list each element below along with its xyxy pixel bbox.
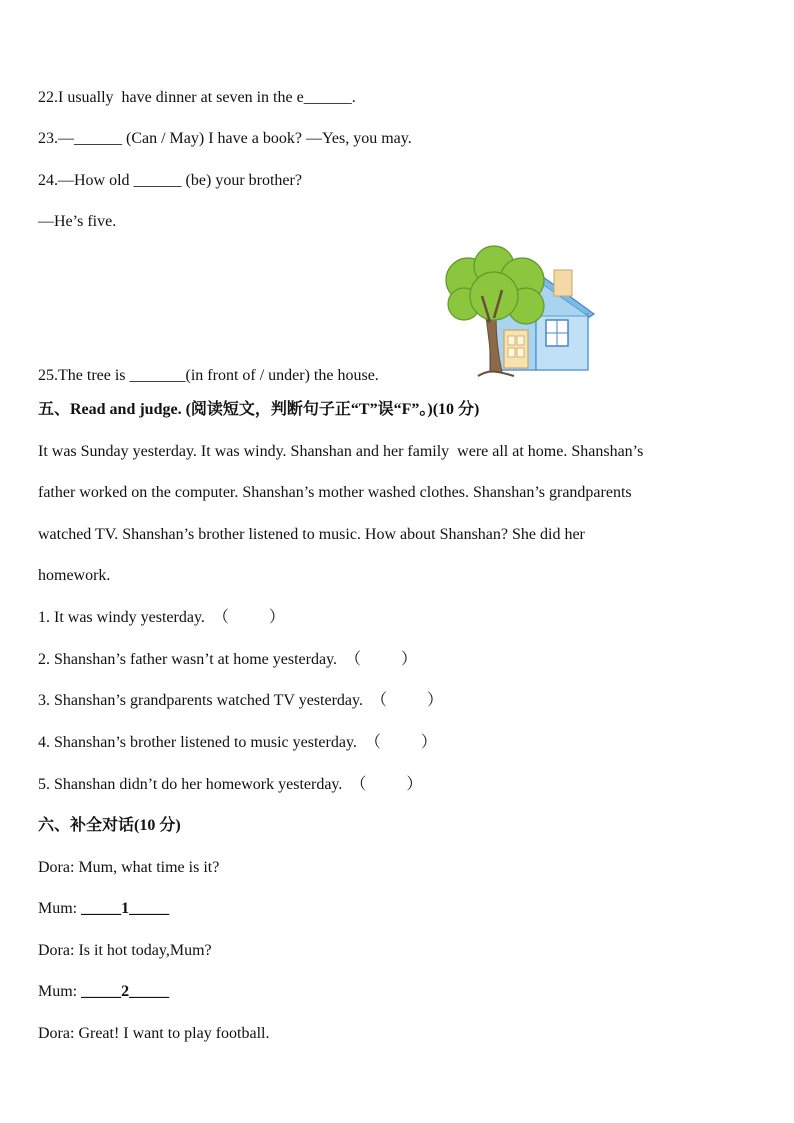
tree-and-house-picture: [438, 244, 598, 380]
utterance: Great! I want to play football.: [74, 1025, 270, 1042]
blank-2: _____2_____: [81, 983, 170, 1000]
passage-line-2: father worked on the computer. Shanshan’s mother washed clothes. Shanshan’s grandparents: [38, 484, 632, 501]
q22: 22.I usually have dinner at seven in the e______.: [38, 89, 356, 106]
judge-item-2: 2. Shanshan’s father wasn’t at home yesterday. （ ）: [38, 651, 418, 668]
passage-line-1: It was Sunday yesterday. It was windy. Shanshan and her family were all at home. Shanshan’s: [38, 443, 644, 460]
blank-1: _____1_____: [81, 900, 170, 917]
passage-line-4: homework.: [38, 567, 111, 584]
passage-line-3: watched TV. Shanshan’s brother listened to music. How about Shanshan? She did her: [38, 526, 585, 543]
section5-heading: [38, 400, 479, 420]
speaker: Mum:: [38, 900, 78, 917]
judge-item-3: 3. Shanshan’s grandparents watched TV yesterday. （ ）: [38, 692, 443, 709]
dialogue-line-5: [38, 1024, 269, 1044]
speaker: Dora:: [38, 942, 75, 959]
q25: 25.The tree is _______(in front of / under) the house.: [38, 367, 379, 384]
section5-heading-cn: (阅读短文，判断句子正“T”误“F”。)(10 分): [181, 401, 480, 418]
judge-item-1: 1. It was windy yesterday. （ ）: [38, 609, 285, 626]
speaker: Dora:: [38, 1025, 75, 1042]
judge-item-4: 4. Shanshan’s brother listened to music yesterday. （ ）: [38, 734, 437, 751]
q24-answer: —He’s five.: [38, 213, 117, 230]
utterance: Is it hot today,Mum?: [74, 942, 212, 959]
dialogue-line-3: [38, 941, 212, 961]
speaker: Dora:: [38, 859, 75, 876]
speaker: Mum:: [38, 983, 78, 1000]
dialogue-line-4: [38, 982, 169, 1002]
section5-heading-en: 五、Read and judge.: [38, 401, 182, 418]
judge-item-5: 5. Shanshan didn’t do her homework yesterday. （ ）: [38, 776, 423, 793]
dialogue-line-1: [38, 858, 219, 878]
section6-heading: 六、补全对话(10 分): [38, 817, 181, 834]
dialogue-line-2: [38, 899, 169, 919]
q23: 23.—______ (Can / May) I have a book? —Yes, you may.: [38, 130, 412, 147]
q24: 24.—How old ______ (be) your brother?: [38, 172, 302, 189]
utterance: Mum, what time is it?: [74, 859, 220, 876]
